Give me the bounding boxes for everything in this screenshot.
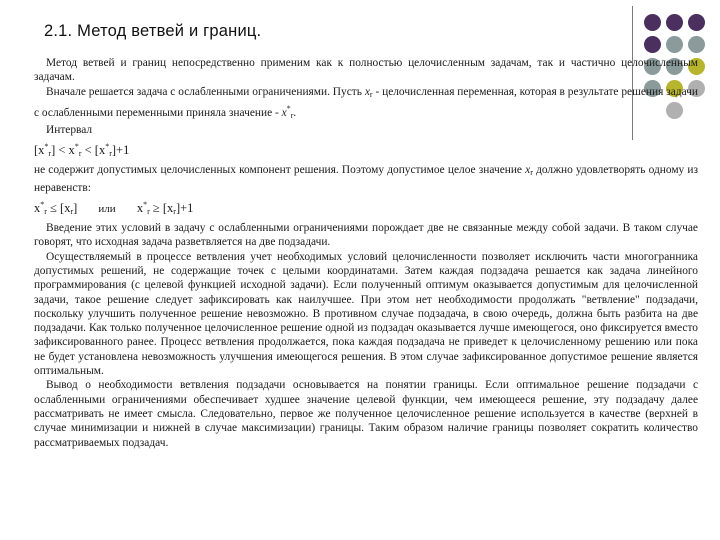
formula-part: x [136, 201, 144, 216]
subscript-r: r [173, 207, 176, 217]
superscript-star: * [74, 142, 79, 152]
paragraph-branching: Введение этих условий в задачу с ослабленными ограничениями порождает две не связанные между собой задачи. В таком случае говорят, что исходная задача разветвляется на две подзадачи. [34, 222, 698, 249]
paragraph-intro: Метод ветвей и границ непосредственно применим как к полностью целочисленным задачам, так и частично целочисленным задачам. [34, 57, 698, 84]
formula-part: [x [34, 143, 45, 158]
superscript-star: * [40, 200, 45, 210]
dot-r1c2 [666, 14, 683, 31]
formula-part: ] [73, 201, 78, 216]
inequality-right [137, 201, 194, 215]
subscript-r: r [44, 207, 47, 217]
dot-r2c3 [688, 36, 705, 53]
formula-part: ]+1 [111, 143, 130, 158]
subscript-r: r [48, 149, 52, 159]
formula-interval [34, 137, 698, 163]
formula-part: ≤ [x [50, 201, 71, 216]
conjunction-or: или [98, 203, 116, 216]
variable-x: x [364, 85, 370, 98]
formula-part: ≥ [x [152, 201, 174, 216]
formula-part: x [34, 201, 41, 216]
superscript-star: * [105, 142, 110, 152]
subscript-r: r [78, 149, 82, 159]
subscript-r: r [70, 207, 74, 217]
formula-interval-expression [34, 143, 129, 157]
subscript-r: r [290, 110, 294, 120]
dot-r2c1 [644, 36, 661, 53]
dot-r2c2 [666, 36, 683, 53]
subscript-r: r [530, 168, 533, 178]
superscript-star: * [143, 200, 148, 210]
text-segment: не содержит допустимых целочисленных компонент решения. Поэтому допустимое целое значение [34, 164, 522, 177]
variable-x: x [281, 106, 287, 119]
dot-r1c1 [644, 14, 661, 31]
paragraph-integer-value [34, 163, 698, 195]
document-body [34, 56, 698, 450]
formula-part: ] < x [51, 143, 75, 158]
paragraph-relaxed-problem [34, 85, 698, 124]
subscript-r: r [109, 149, 112, 159]
inequality-left [34, 201, 80, 215]
subscript-r: r [147, 207, 150, 217]
text-segment: . [293, 106, 297, 119]
text-segment: Вначале решается задача с ослабленными ограничениями. Пусть [46, 85, 362, 98]
paragraph-process: Осуществляемый в процессе ветвления учет необходимых условий целочисленности позволяет исключить части многогранника допустимых решений, не содержащие точек с целыми координатами. Затем каждая подзадача решается как задача линейного программирования (с целевой функцией исходной задачи). Если полученный оптимум оказывается допустимым для целочисленной задачи, такое решение следует зафиксировать как наилучшее. При этом нет необходимости продолжать "ветвление" подзадачи, поскольку улучшить полученное решение невозможно. В противном случае подзадача, в свою очередь, должна быть разбита на две подзадачи. Как только полученное целочисленное решение одной из подзадач оказывается лучше имеющегося, оно фиксируется вместо зафиксированного ранее. Процесс ветвления продолжается, пока каждая подзадача не приведет к целочисленному решению или пока не будет установлена невозможность улучшения имеющегося решения. В этом случае зафиксированное допустимое решение является оптимальным. [34, 250, 698, 378]
text-segment: - целочисленная переменная, которая в результате решения задачи с ослабленными переменными приняла значение - [34, 85, 698, 119]
dot-r1c3 [688, 14, 705, 31]
formula-inequalities [34, 195, 698, 221]
page-title: 2.1. Метод ветвей и границ. [44, 22, 262, 40]
formula-part: < [x [84, 143, 106, 158]
text-segment: должно удовлетворять одному из неравенств: [34, 164, 698, 194]
superscript-star: * [44, 142, 49, 152]
subscript-r: r [369, 89, 373, 99]
formula-part: ]+1 [175, 201, 194, 216]
paragraph-interval-label: Интервал [46, 124, 93, 137]
paragraph-bound: Вывод о необходимости ветвления подзадачи основывается на понятии границы. Если оптимальное решение подзадачи с ослабленными ограничениями обеспечивает худшее значение целевой функции, чем имеющееся решение, эту подзадачу далее рассматривать не имеет смысла. Следовательно, первое же полученное целочисленное решение используется в качестве (верхней в случае минимизации и нижней в случае максимизации) границы. Таким образом наличие границы позволяет сократить количество рассматриваемых подзадач. [34, 379, 698, 449]
superscript-star: * [286, 103, 291, 113]
variable-x: x [525, 164, 531, 177]
